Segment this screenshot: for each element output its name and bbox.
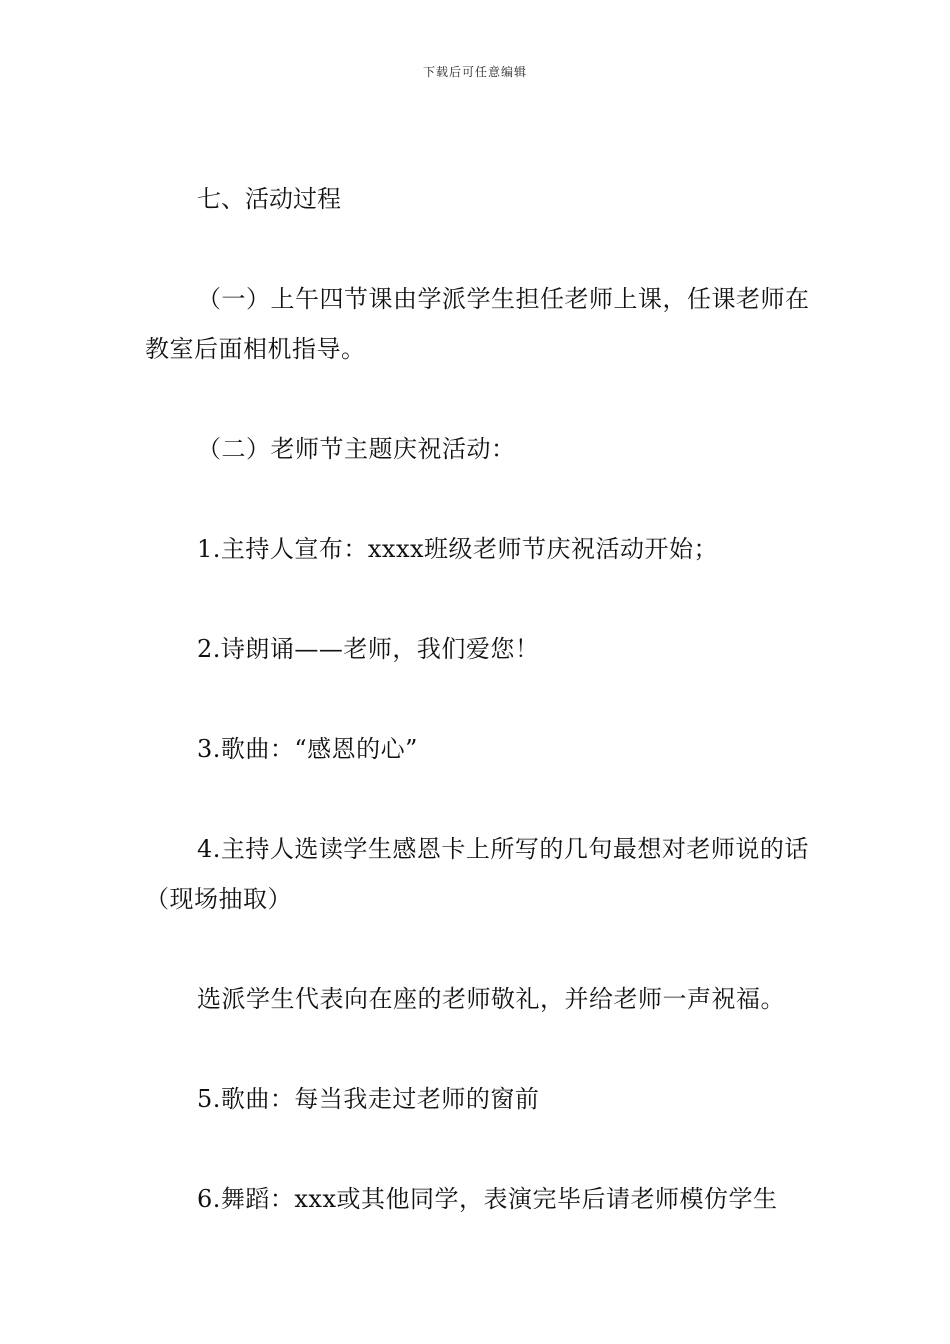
list-item-4: 4.主持人选读学生感恩卡上所写的几句最想对老师说的话（现场抽取） xyxy=(145,835,809,913)
list-item-1: 1.主持人宣布：xxxx班级老师节庆祝活动开始； xyxy=(197,535,719,563)
paragraph-salute: 选派学生代表向在座的老师敬礼，并给老师一声祝福。 xyxy=(197,985,785,1013)
spacer xyxy=(145,224,810,274)
spacer xyxy=(145,374,810,424)
document-body xyxy=(145,174,810,1224)
section-heading: 七、活动过程 xyxy=(197,185,341,213)
spacer xyxy=(145,474,810,524)
paragraph-1: （一）上午四节课由学派学生担任老师上课，任课老师在教室后面相机指导。 xyxy=(145,285,810,363)
spacer xyxy=(145,1024,810,1074)
spacer xyxy=(145,1124,810,1174)
list-item-6: 6.舞蹈：xxx或其他同学，表演完毕后请老师模仿学生 xyxy=(197,1185,778,1213)
list-item-2: 2.诗朗诵——老师，我们爱您！ xyxy=(197,635,540,663)
list-item-3: 3.歌曲：“感恩的心” xyxy=(197,735,418,763)
spacer xyxy=(145,574,810,624)
list-item-5: 5.歌曲：每当我走过老师的窗前 xyxy=(197,1085,540,1113)
spacer xyxy=(145,924,810,974)
page-header: 下载后可任意编辑 xyxy=(422,65,527,79)
spacer xyxy=(145,774,810,824)
paragraph-2: （二）老师节主题庆祝活动： xyxy=(197,435,516,463)
spacer xyxy=(145,674,810,724)
